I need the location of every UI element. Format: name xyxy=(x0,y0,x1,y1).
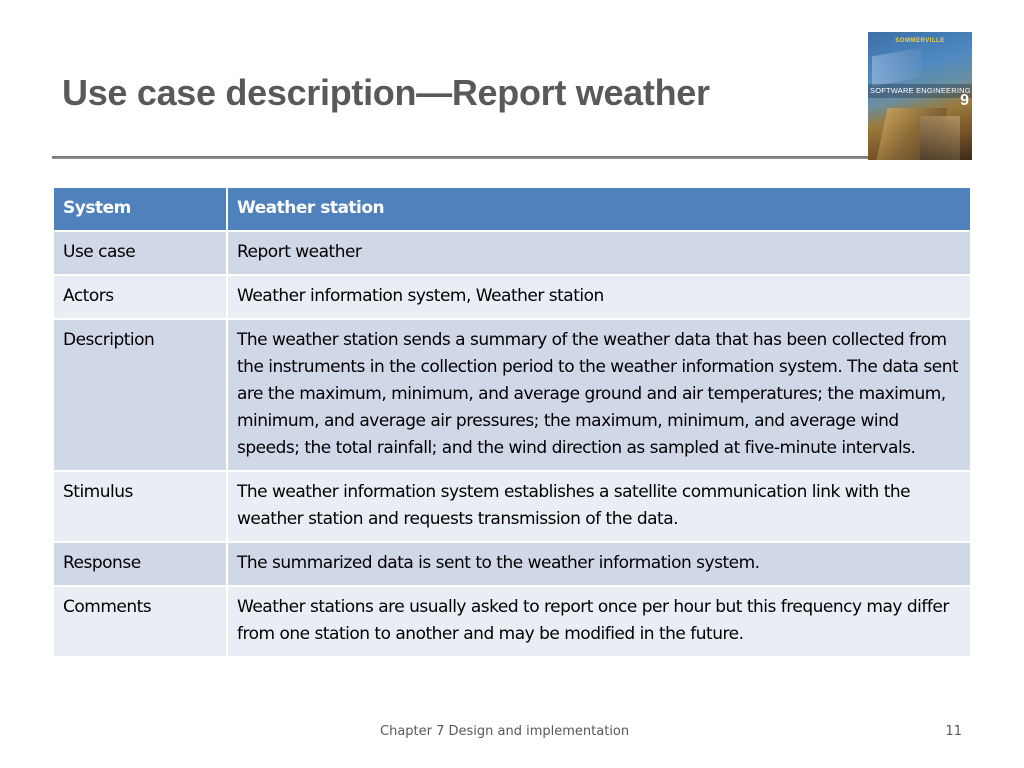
table-header-label: System xyxy=(53,187,227,231)
table-row-description xyxy=(53,319,971,471)
table-header-value: Weather station xyxy=(227,187,971,231)
cover-art-sculpture xyxy=(920,116,960,160)
row-label: Stimulus xyxy=(53,471,227,542)
table-row-comments xyxy=(53,586,971,657)
row-value: The summarized data is sent to the weather information system. xyxy=(227,542,971,586)
footer-chapter-text: Chapter 7 Design and implementation xyxy=(380,724,630,739)
book-cover-author: SOMMERVILLE xyxy=(895,38,945,44)
book-cover-title: SOFTWARE ENGINEERING xyxy=(870,86,971,95)
book-cover-image xyxy=(868,32,972,160)
row-label: Comments xyxy=(53,586,227,657)
book-cover-edition: 9 xyxy=(960,92,969,109)
row-value: Weather stations are usually asked to report once per hour but this frequency may differ from one station to another and may be modified in the future. xyxy=(227,586,971,657)
title-underline xyxy=(52,156,878,159)
table-row-stimulus xyxy=(53,471,971,542)
table-row-actors xyxy=(53,275,971,319)
row-value: The weather station sends a summary of the weather data that has been collected from the instruments in the collection period to the weather information system. The data sent are the maximum, minimum, and average ground and air temperatures; the maximum, minimum, and average air pressures; the maximum, minimum, and average wind speeds; the total rainfall; and the wind direction as sampled at five-minute intervals. xyxy=(227,319,971,471)
row-label: Actors xyxy=(53,275,227,319)
row-label: Response xyxy=(53,542,227,586)
table-row-use-case xyxy=(53,231,971,275)
table-header-row xyxy=(53,187,971,231)
row-value: Report weather xyxy=(227,231,971,275)
slide-title: Use case description—Report weather xyxy=(62,72,710,113)
cover-art-sky xyxy=(872,48,922,87)
row-value: The weather information system establishes a satellite communication link with the weather station and requests transmission of the data. xyxy=(227,471,971,542)
use-case-table xyxy=(52,186,972,658)
row-label: Description xyxy=(53,319,227,471)
page-number: 11 xyxy=(945,724,962,739)
row-value: Weather information system, Weather station xyxy=(227,275,971,319)
table-row-response xyxy=(53,542,971,586)
row-label: Use case xyxy=(53,231,227,275)
